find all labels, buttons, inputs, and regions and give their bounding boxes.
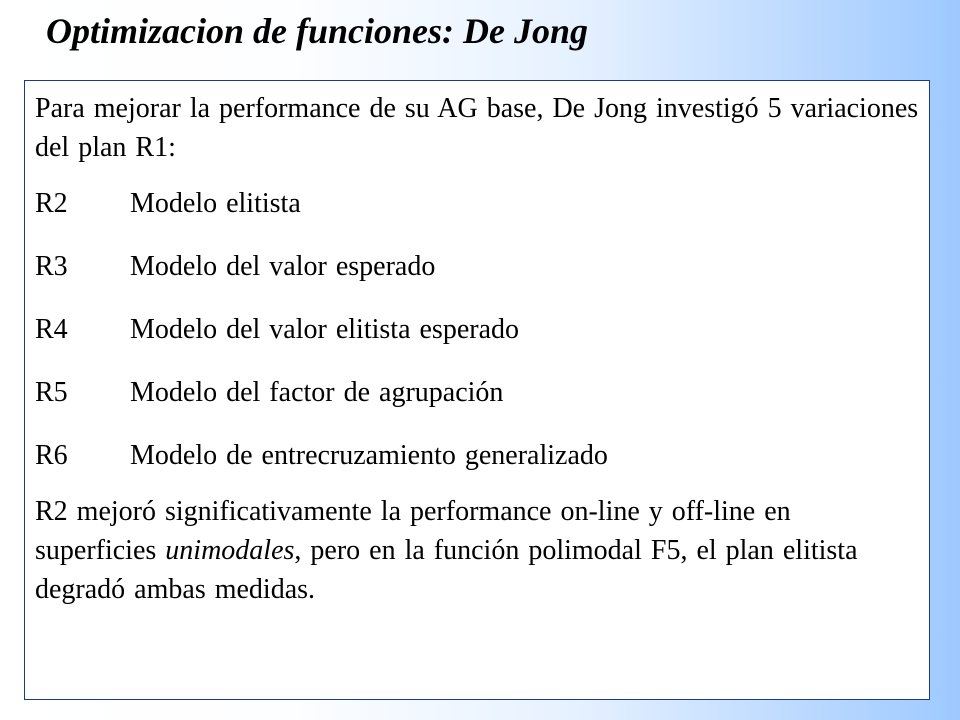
variation-item-r3	[35, 247, 919, 286]
variation-code: R3	[35, 251, 68, 282]
variation-label: Modelo elitista	[130, 188, 301, 219]
variation-label: Modelo del valor elitista esperado	[130, 314, 519, 345]
variation-code: R2	[35, 188, 68, 219]
variation-code: R6	[35, 440, 68, 471]
variation-item-r5	[35, 373, 919, 412]
variation-code: R4	[35, 314, 68, 345]
conclusion-text-start: R2 mejoró significativamente la performance on-line y off-line en superficies	[35, 496, 791, 566]
slide-title: Optimizacion de funciones: De Jong	[46, 11, 589, 51]
variation-label: Modelo de entrecruzamiento generalizado	[130, 440, 608, 471]
intro-paragraph: Para mejorar la performance de su AG base, De Jong investigó 5 variaciones del plan R1:	[35, 93, 919, 163]
conclusion-text-end: , pero en la función polimodal F5, el plan elitista degradó ambas medidas.	[35, 535, 858, 605]
variation-label: Modelo del valor esperado	[130, 251, 436, 282]
content-box	[24, 80, 930, 700]
conclusion-paragraph	[35, 492, 919, 609]
variation-item-r6	[35, 436, 919, 475]
variation-list	[35, 184, 919, 475]
variation-label: Modelo del factor de agrupación	[130, 377, 504, 408]
variation-item-r4	[35, 310, 919, 349]
variation-item-r2	[35, 184, 919, 223]
conclusion-emphasis: unimodales	[165, 535, 295, 566]
variation-code: R5	[35, 377, 68, 408]
